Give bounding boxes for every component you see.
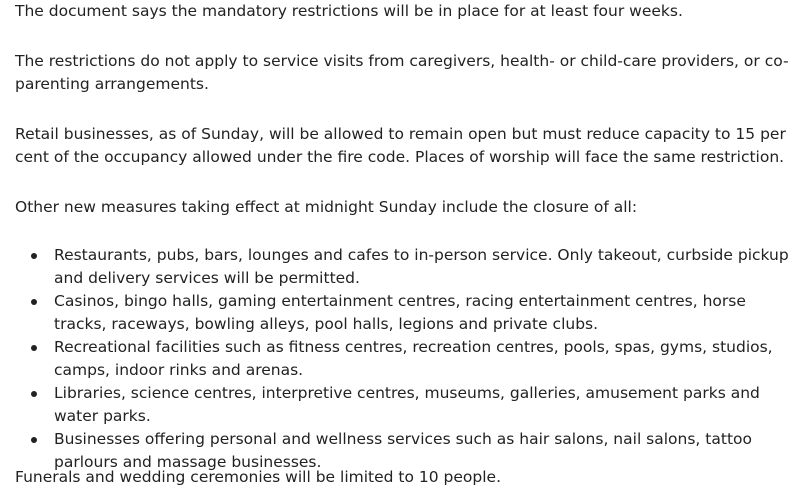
list-item-text: Restaurants, pubs, bars, lounges and cafes to in-person service. Only takeout, curbside pickup and delivery services will be permitted.	[54, 246, 789, 287]
list-item	[54, 290, 795, 336]
bullet-icon	[31, 299, 37, 305]
bullet-icon	[31, 345, 37, 351]
bullet-icon	[31, 391, 37, 397]
list-item	[54, 336, 795, 382]
bullet-icon	[31, 253, 37, 259]
paragraph-duration: The document says the mandatory restrictions will be in place for at least four weeks.	[15, 2, 683, 20]
list-item-text: Recreational facilities such as fitness centres, recreation centres, pools, spas, gyms, studios, camps, indoor rinks and arenas.	[54, 338, 773, 379]
list-item	[54, 244, 795, 290]
bullet-icon	[31, 437, 37, 443]
list-item-text: Businesses offering personal and wellness services such as hair salons, nail salons, tattoo parlours and massage businesses.	[54, 430, 752, 471]
paragraph-exemptions: The restrictions do not apply to service visits from caregivers, health- or child-care providers, or co-parenting arrangements.	[15, 52, 789, 93]
list-item	[54, 382, 795, 428]
paragraph-retail: Retail businesses, as of Sunday, will be allowed to remain open but must reduce capacity to 15 per cent of the occupancy allowed under the fire code. Places of worship will face the same restriction.	[15, 125, 786, 166]
closures-list	[15, 244, 795, 474]
paragraph-new-measures: Other new measures taking effect at midnight Sunday include the closure of all:	[15, 198, 638, 216]
paragraph-funerals-weddings: Funerals and wedding ceremonies will be limited to 10 people.	[15, 468, 502, 486]
list-item-text: Libraries, science centres, interpretive centres, museums, galleries, amusement parks and water parks.	[54, 384, 760, 425]
list-item-text: Casinos, bingo halls, gaming entertainment centres, racing entertainment centres, horse tracks, raceways, bowling alleys, pool halls, legions and private clubs.	[54, 292, 746, 333]
